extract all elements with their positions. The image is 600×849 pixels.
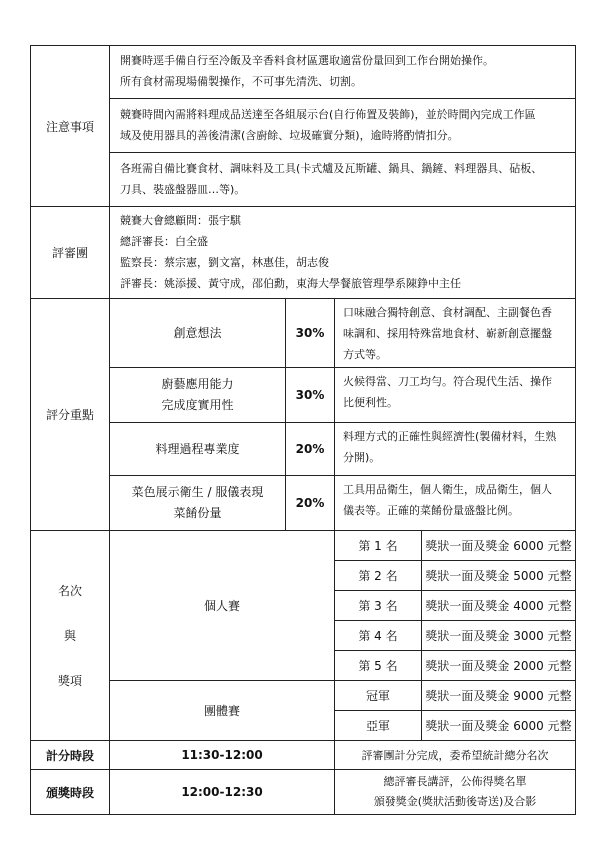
rank-row: [335, 590, 575, 620]
ceremony-label: 頒獎時段: [31, 770, 110, 814]
rank-place: 第 4 名: [335, 621, 422, 650]
criterion-name: 菜色展示衛生 / 服儀表現 菜餚份量: [110, 476, 286, 530]
notes-block-1: [110, 46, 575, 98]
criterion-desc: 火候得當、刀工均勻。符合現代生活、操作 比便利性。: [343, 375, 552, 409]
ceremony-desc-line: 頒發獎金(獎狀活動後寄送)及合影: [373, 795, 537, 808]
awards-label: 名次 與 獎項: [31, 531, 110, 740]
scoring-body: [110, 299, 575, 530]
judges-body: [110, 207, 575, 298]
criterion-name: 創意想法: [110, 299, 286, 367]
rank-place: 第 5 名: [335, 651, 422, 680]
rank-row: [335, 650, 575, 680]
criterion-weight: 30%: [286, 368, 335, 422]
notes-line: 刀具、裝盛盤器皿…等)。: [120, 183, 246, 196]
judges-line: 監察長：蔡宗憲，劉文富，林惠佳，胡志俊: [120, 256, 329, 269]
individual-ranks: [335, 531, 575, 680]
rank-place: 第 2 名: [335, 561, 422, 590]
individual-label-cell: [110, 531, 335, 680]
criterion-desc: 料理方式的正確性與經濟性(製備材料，生熟 分開)。: [343, 430, 557, 464]
scoring-criterion: [110, 367, 575, 422]
awards-row: [30, 530, 576, 740]
scoring-period-time: 11:30-12:00: [110, 741, 335, 769]
scoring-row: [30, 298, 576, 530]
rank-prize: 獎狀一面及獎金 5000 元整: [425, 569, 572, 583]
team-label-cell: [110, 681, 335, 740]
judges-line: 總評審長：白全盛: [120, 235, 208, 248]
judges-label: 評審團: [31, 207, 110, 298]
scoring-period-row: [30, 740, 576, 769]
scoring-period-cells: [110, 741, 575, 769]
criterion-name: 料理過程專業度: [110, 423, 286, 475]
rank-prize: 獎狀一面及獎金 3000 元整: [425, 629, 572, 643]
criterion-weight: 20%: [286, 423, 335, 475]
team-awards: [110, 680, 575, 740]
ceremony-body: [110, 770, 575, 814]
ceremony-desc-line: 總評審長講評，公佈得獎名單: [383, 775, 527, 788]
rank-prize: 獎狀一面及獎金 6000 元整: [425, 719, 572, 733]
ceremony-cells: [110, 770, 575, 814]
ceremony-row: [30, 769, 576, 815]
rank-place: 第 1 名: [335, 531, 422, 560]
scoring-criterion: [110, 422, 575, 475]
criterion-desc: 口味融合獨特創意、食材調配、主副餐色香 味調和、採用特殊當地食材、嶄新創意擺盤 方式等。: [343, 306, 552, 361]
notes-block-3: [110, 152, 575, 206]
scoring-label: 評分重點: [31, 299, 110, 530]
rank-place: 亞軍: [335, 711, 422, 740]
criterion-weight: 30%: [286, 299, 335, 367]
notes-line: 競賽時間內需將料理成品送達至各組展示台(自行佈置及裝飾)，並於時間內完成工作區: [120, 108, 536, 121]
team-label: 團體賽: [203, 704, 240, 718]
scoring-criterion: [110, 475, 575, 530]
notes-row: [30, 45, 576, 206]
rank-row: [335, 710, 575, 740]
rank-prize: 獎狀一面及獎金 6000 元整: [425, 539, 572, 553]
rank-place: 冠軍: [335, 681, 422, 710]
rank-row: [335, 620, 575, 650]
notes-line: 所有食材需現場備製操作，不可事先清洗、切割。: [120, 75, 362, 88]
individual-awards: [110, 531, 575, 680]
notes-line: 開賽時逕手備自行至冷飯及辛香料食材區選取適當份量回到工作台開始操作。: [120, 54, 494, 67]
awards-body: [110, 531, 575, 740]
ceremony-desc: [335, 770, 575, 814]
scoring-period-label: 計分時段: [31, 741, 110, 769]
notes-body: [110, 46, 575, 206]
criterion-name: 廚藝應用能力 完成度實用性: [110, 368, 286, 422]
team-ranks: [335, 681, 575, 740]
notes-label: 注意事項: [31, 46, 110, 206]
rank-prize: 獎狀一面及獎金 4000 元整: [425, 599, 572, 613]
notes-block-2: [110, 98, 575, 152]
notes-line: 域及使用器具的善後清潔(含廚餘、垃圾確實分類)，逾時將酌情扣分。: [120, 129, 459, 142]
criterion-weight: 20%: [286, 476, 335, 530]
rank-place: 第 3 名: [335, 591, 422, 620]
judges-row: [30, 206, 576, 298]
judges-line: 評審長：姚添援、黃守成，邵伯勳，東海大學餐旅管理學系陳錚中主任: [120, 277, 461, 290]
ceremony-time: 12:00-12:30: [110, 770, 335, 814]
rank-row: [335, 681, 575, 710]
scoring-period-body: [110, 741, 575, 769]
criterion-desc: 工具用品衛生，個人衛生，成品衛生，個人 儀表等。正確的菜餚份量盛盤比例。: [343, 483, 552, 517]
judges-line: 競賽大會總顧問：張宇騏: [120, 214, 241, 227]
rank-prize: 獎狀一面及獎金 9000 元整: [425, 689, 572, 703]
scoring-criterion: [110, 299, 575, 367]
rank-prize: 獎狀一面及獎金 2000 元整: [425, 659, 572, 673]
individual-label: 個人賽: [203, 599, 240, 613]
rank-row: [335, 560, 575, 590]
competition-rules-table: [30, 45, 576, 815]
scoring-period-desc: 評審團計分完成，委希望統計總分名次: [361, 749, 549, 762]
notes-line: 各班需自備比賽食材、調味料及工具(卡式爐及瓦斯罐、鍋具、鍋鏟、料理器具、砧板、: [120, 162, 543, 175]
rank-row: [335, 531, 575, 560]
